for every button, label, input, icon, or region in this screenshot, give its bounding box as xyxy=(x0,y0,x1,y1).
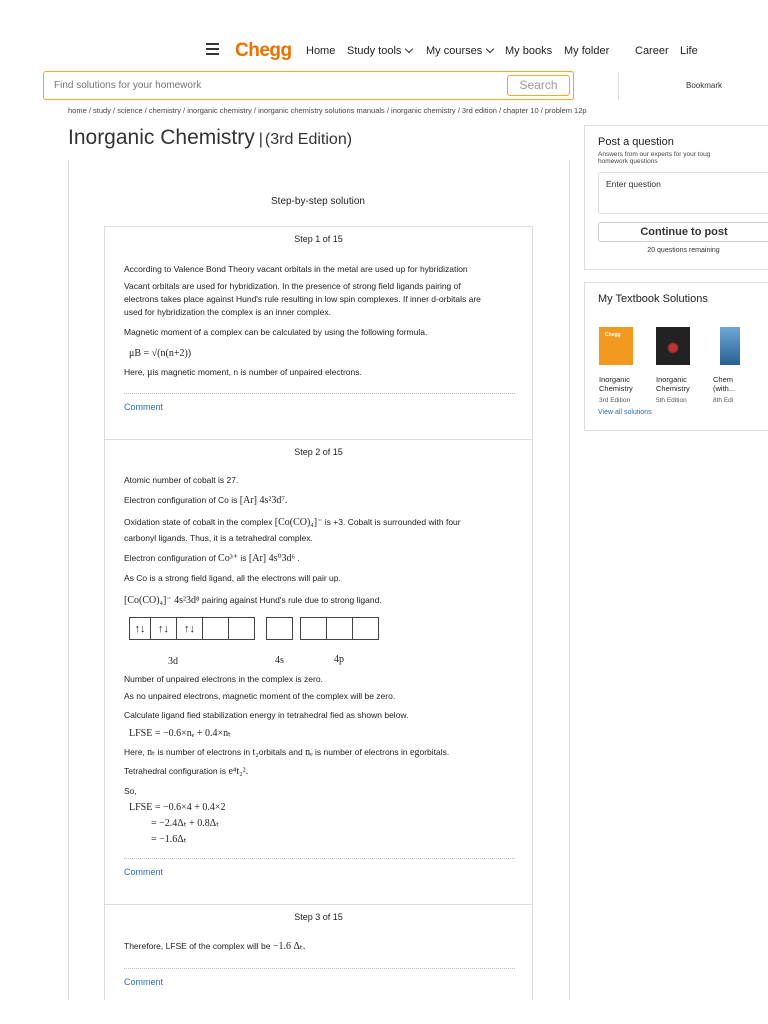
step-text: As no unpaired electrons, magnetic moment of the complex will be zero. xyxy=(124,691,396,701)
orbital-box: ↑↓ xyxy=(150,617,177,640)
book-edition: 5th Edition xyxy=(656,397,687,404)
book-edition: 8th Edi xyxy=(713,397,734,404)
step-text: Number of unpaired electrons in the complex is zero. xyxy=(124,674,323,684)
step-text xyxy=(124,746,449,759)
divider xyxy=(124,858,515,859)
step-header: Step 3 of 15 xyxy=(294,912,343,922)
orbital-box: ↑↓ xyxy=(129,617,151,640)
nav-career[interactable]: Career xyxy=(635,45,669,57)
nav-life[interactable]: Life xyxy=(680,45,698,57)
step-2-card xyxy=(104,439,533,904)
nav-study-tools-label: Study tools xyxy=(347,45,402,57)
post-question-title: Post a question xyxy=(598,136,674,148)
search-input[interactable] xyxy=(54,80,454,91)
step-text: Magnetic moment of a complex can be calculated by using the following formula. xyxy=(124,327,428,337)
step-text-part: is number of electrons in xyxy=(315,747,408,757)
lfse-equation-line: LFSE = −0.6×4 + 0.4×2 xyxy=(129,802,226,813)
step-text-part: . xyxy=(297,553,300,563)
top-navbar xyxy=(0,40,768,64)
book-edition: 3rd Edition xyxy=(599,397,631,404)
textbook-solutions-panel xyxy=(584,282,768,431)
orbital-box xyxy=(202,617,229,640)
orbital-diagram xyxy=(129,617,389,641)
book-cover xyxy=(720,327,740,365)
page-title xyxy=(68,126,352,150)
step-text-part: Oxidation state of cobalt in the complex xyxy=(124,517,273,527)
math-result: −1.6 Δₜ. xyxy=(272,941,306,952)
step-text: carbonyl ligands. Thus, it is a tetrahedral complex. xyxy=(124,533,313,543)
chevron-down-icon xyxy=(405,45,413,53)
textbook-item[interactable] xyxy=(713,327,768,404)
math-config: [Ar] 4s²3d⁷. xyxy=(239,495,288,506)
bookmark-link[interactable]: Bookmark xyxy=(686,81,723,90)
hamburger-menu-icon[interactable] xyxy=(206,43,219,54)
step-text-part: is +3. Cobalt is surrounded with four xyxy=(324,517,461,527)
step-text-part: is magnetic moment, n is number of unpaired electrons. xyxy=(152,367,362,377)
step-text-part: Therefore, LFSE of the complex will be xyxy=(124,941,271,951)
questions-remaining: 20 questions remaining xyxy=(647,247,720,254)
math-var: eg xyxy=(410,747,420,758)
step-text-part: pairing against Hund's rule due to strong ligand. xyxy=(201,595,382,605)
post-question-panel xyxy=(584,125,768,270)
step-text-part: orbitals. xyxy=(419,747,450,757)
search-button[interactable]: Search xyxy=(507,75,570,96)
step-text-part: orbitals and xyxy=(258,747,303,757)
step-3-card xyxy=(104,904,533,1000)
step-text xyxy=(124,940,305,953)
step-text: Atomic number of cobalt is 27. xyxy=(124,475,239,485)
math-complex-config: [Co(CO)₄]⁻ 4s²3d⁸ xyxy=(124,595,200,606)
step-text: used for hybridization the complex is an inner complex. xyxy=(124,307,331,317)
step-text xyxy=(124,516,461,529)
magnetic-moment-formula: μB = √(n(n+2)) xyxy=(129,348,192,359)
divider xyxy=(124,393,515,394)
orbital-box xyxy=(266,617,293,640)
step-text-part: Electron configuration of Co is xyxy=(124,495,238,505)
step-text: electrons takes place against Hund's rule resulting in low spin complexes. If inner d-orbitals are xyxy=(124,294,481,304)
step-text: As Co is a strong field ligand, all the electrons will pair up. xyxy=(124,573,341,583)
book-title: (with... xyxy=(713,383,736,393)
book-cover xyxy=(599,327,633,365)
math-mu: μ xyxy=(147,367,153,378)
step-text: Calculate ligand fied stabilization energy in tetrahedral fied as shown below. xyxy=(124,710,409,720)
breadcrumb[interactable]: home / study / science / chemistry / inorganic chemistry / inorganic chemistry solutions manuals / inorganic chemistry / 3rd edition / chapter 10 / problem 12p xyxy=(68,106,587,115)
math-config: [Ar] 4s⁰3d⁶ xyxy=(248,553,295,564)
step-header: Step 1 of 15 xyxy=(294,234,343,244)
lfse-equation-line: = −1.6Δₜ xyxy=(151,834,187,845)
orbital-box xyxy=(300,617,327,640)
book-edition: (3rd Edition) xyxy=(264,131,353,148)
orbital-box xyxy=(326,617,353,640)
textbook-item[interactable] xyxy=(656,327,706,404)
nav-my-courses-label: My courses xyxy=(426,45,483,57)
book-title: Inorganic Chemistry xyxy=(68,126,255,149)
orbital-box xyxy=(228,617,255,640)
lfse-equation-line: = −2.4Δₜ + 0.8Δₜ xyxy=(151,818,220,829)
textbook-solutions-title: My Textbook Solutions xyxy=(598,293,708,305)
book-title: Inorganic xyxy=(656,375,687,384)
math-config: e⁴t₂². xyxy=(228,766,249,777)
step-1-card xyxy=(104,226,533,439)
divider xyxy=(124,968,515,969)
continue-to-post-button[interactable]: Continue to post xyxy=(598,222,768,242)
step-by-step-heading: Step-by-step solution xyxy=(271,196,365,207)
step-text: Vacant orbitals are used for hybridization. In the presence of strong field ligands pairing of xyxy=(124,281,461,291)
step-text-part: Electron configuration of xyxy=(124,553,216,563)
comment-link[interactable]: Comment xyxy=(124,402,164,412)
nav-my-folder[interactable]: My folder xyxy=(564,45,610,57)
bookmark-area xyxy=(618,72,768,100)
orbital-label-4p: 4p xyxy=(334,654,344,665)
nav-my-books[interactable]: My books xyxy=(505,45,553,57)
orbital-box: ↑↓ xyxy=(176,617,203,640)
step-text xyxy=(124,765,248,778)
step-text-part: is number of electrons in xyxy=(157,747,251,757)
step-text xyxy=(124,552,300,565)
math-complex: [Co(CO)₄]⁻ xyxy=(274,517,323,528)
nav-home[interactable]: Home xyxy=(306,45,336,57)
book-cover xyxy=(656,327,690,365)
view-all-solutions-link[interactable]: View all solutions xyxy=(598,409,652,416)
comment-link[interactable]: Comment xyxy=(124,867,164,877)
book-title: Chemistry xyxy=(656,383,690,393)
book-title: Chem xyxy=(713,375,734,384)
step-text-part: Here, xyxy=(124,747,145,757)
title-separator: | xyxy=(258,131,263,148)
step-text xyxy=(124,366,362,379)
math-var: nₑ xyxy=(305,747,313,758)
math-ion: Co³⁺ xyxy=(218,553,238,564)
step-text-part: Here, xyxy=(124,367,145,377)
math-var: nₜ xyxy=(147,747,156,758)
orbital-label-4s: 4s xyxy=(275,655,284,666)
step-text: According to Valence Bond Theory vacant orbitals in the metal are used up for hybridization xyxy=(124,264,468,274)
step-text xyxy=(124,594,382,607)
book-cover-brand: Chegg xyxy=(605,332,621,338)
book-title: Chemistry xyxy=(599,383,633,393)
step-header: Step 2 of 15 xyxy=(294,447,343,457)
step-text-part: is xyxy=(240,553,247,563)
textbook-item[interactable] xyxy=(599,327,649,404)
comment-link[interactable]: Comment xyxy=(124,977,164,987)
search-bar xyxy=(43,71,574,100)
math-var: t₂ xyxy=(252,747,259,758)
lfse-formula: LFSE = −0.6×nₑ + 0.4×nₜ xyxy=(129,728,232,739)
post-question-desc: Answers from our experts for your toug xyxy=(598,151,711,158)
step-text-part: Tetrahedral configuration is xyxy=(124,766,227,776)
step-text xyxy=(124,494,287,507)
book-title: Inorganic xyxy=(599,375,630,384)
step-text: So, xyxy=(124,786,137,796)
question-input-placeholder: Enter question xyxy=(606,179,661,189)
orbital-label-3d: 3d xyxy=(168,656,178,667)
nav-study-tools[interactable] xyxy=(347,45,412,57)
chegg-logo[interactable]: Chegg xyxy=(235,40,292,61)
post-question-desc: homework questions xyxy=(598,158,658,165)
nav-my-courses[interactable] xyxy=(426,45,493,57)
question-input[interactable] xyxy=(598,172,768,214)
chevron-down-icon xyxy=(486,45,494,53)
orbital-box xyxy=(352,617,379,640)
